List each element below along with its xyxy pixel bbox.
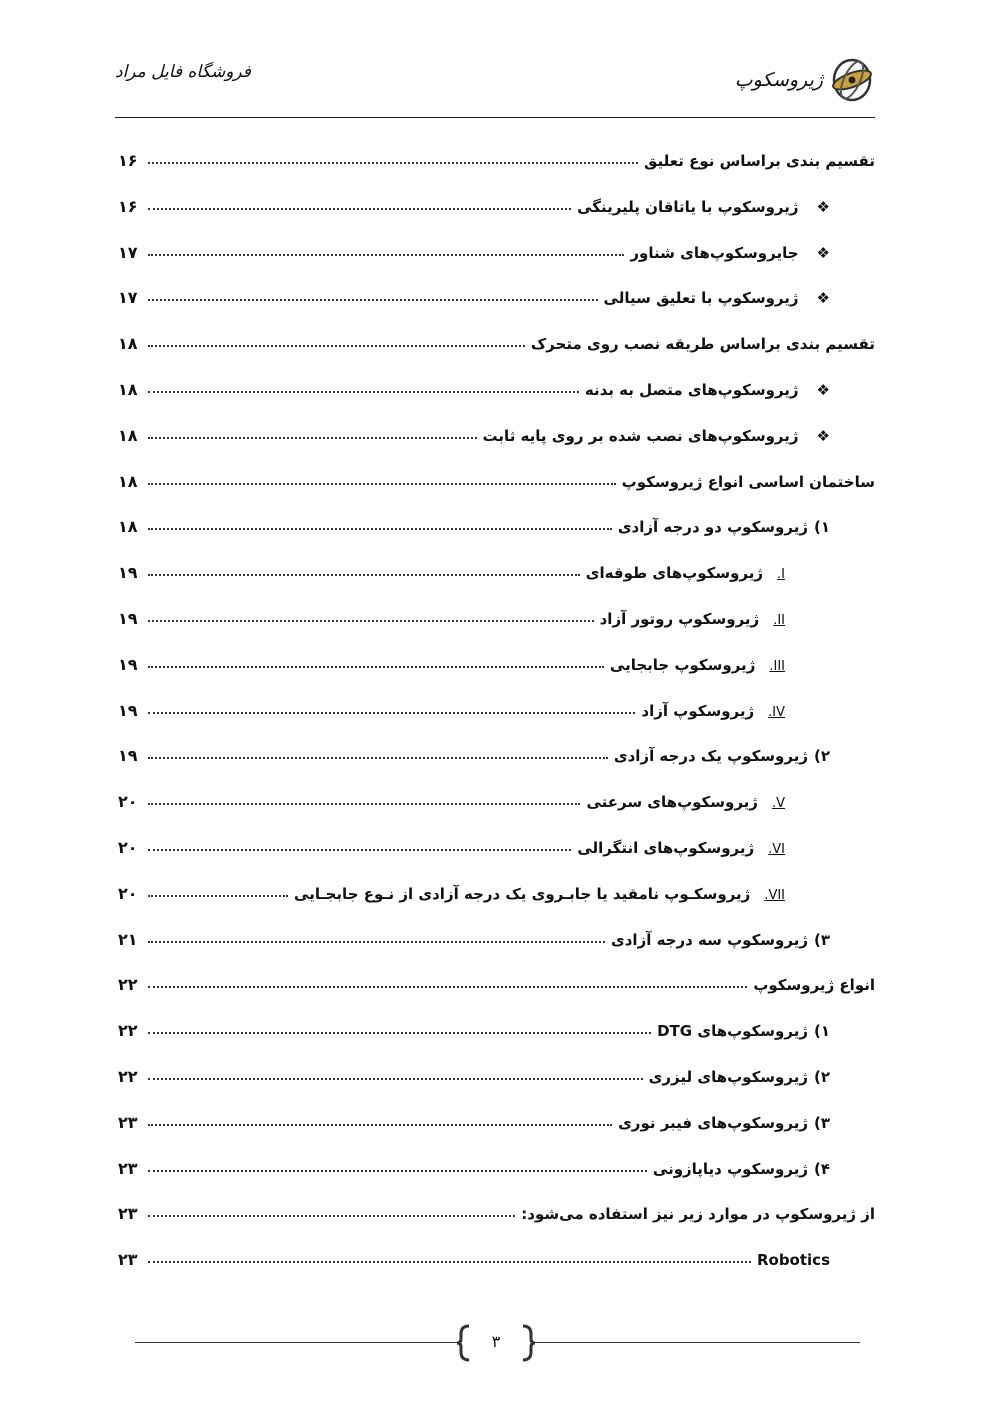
toc-entry[interactable]	[118, 415, 875, 445]
toc-entry-heading	[531, 335, 875, 353]
toc-entry[interactable]	[118, 781, 875, 811]
dot-leader	[148, 483, 616, 485]
toc-entry[interactable]	[118, 369, 875, 399]
toc-entry-page: ۱۶	[118, 196, 138, 216]
toc-entry-roman-numeral: VI.	[768, 842, 785, 857]
diamond-bullet-icon: ❖	[816, 289, 830, 308]
toc-entry[interactable]	[118, 277, 875, 307]
toc-entry[interactable]	[118, 1193, 875, 1223]
toc-entry-roman-numeral: VII.	[764, 887, 785, 903]
toc-entry[interactable]	[118, 598, 875, 628]
toc-entry-title: ژیروسکوپ دیاپازونی	[652, 1159, 808, 1178]
toc-entry-heading	[586, 793, 785, 811]
dot-leader	[148, 986, 747, 988]
toc-entry-title: ژیروسکوپ‌های سرعتی	[586, 793, 758, 812]
toc-entry-heading	[644, 152, 875, 170]
toc-entry-heading	[577, 839, 785, 857]
dot-leader	[148, 803, 580, 805]
toc-entry-heading	[622, 473, 875, 491]
header-rule	[115, 117, 875, 118]
toc-entry-page: ۲۳	[118, 1158, 138, 1178]
toc-entry[interactable]	[118, 323, 875, 353]
toc-entry-title: ژیروسکوپ روتور آزاد	[599, 610, 760, 628]
toc-entry-heading	[657, 1022, 830, 1040]
dot-leader	[148, 345, 525, 347]
toc-entry-page: ۱۹	[118, 700, 138, 720]
dot-leader	[148, 162, 638, 164]
toc-entry-title: ژیروسکوپ‌های متصل به بدنه	[584, 381, 799, 399]
shop-name: فروشگاه فایل مراد	[115, 62, 251, 82]
dot-leader	[148, 666, 604, 668]
toc-entry-page: ۱۸	[118, 380, 138, 399]
toc-entry[interactable]	[118, 506, 875, 536]
toc-entry-heading	[586, 564, 785, 582]
toc-entry-heading	[600, 610, 785, 628]
toc-entry[interactable]	[118, 873, 875, 903]
toc-entry-heading	[483, 427, 830, 445]
toc-entry-roman-numeral: II.	[773, 613, 785, 628]
page-number: ۳	[491, 1332, 501, 1351]
page-number-box	[457, 1324, 535, 1362]
toc-entry-page: ۲۲	[118, 1021, 138, 1041]
toc-entry-heading	[757, 1251, 830, 1269]
toc-entry-title: ژیروسکوپ‌های فیبر نوری	[618, 1113, 808, 1132]
dot-leader	[148, 391, 579, 393]
toc-entry-page: ۱۷	[118, 288, 138, 308]
toc-entry-title: ژیروسکوپ‌های طوقه‌ای	[585, 564, 764, 583]
diamond-bullet-icon: ❖	[816, 381, 830, 399]
toc-entry-page: ۲۲	[118, 975, 138, 995]
brand-title: ژیروسکوپ	[734, 69, 823, 91]
toc-entry-page: ۱۹	[118, 609, 138, 628]
toc-entry-title: انواع ژیروسکوپ	[753, 976, 875, 995]
dot-leader	[148, 208, 571, 210]
diamond-bullet-icon: ❖	[816, 243, 830, 262]
toc-entry-heading	[653, 1160, 830, 1178]
toc-entry-page: ۱۹	[118, 746, 138, 766]
diamond-bullet-icon: ❖	[816, 197, 830, 216]
toc-entry-title: ژیروسکوپ یک درجه آزادی	[613, 747, 808, 766]
dot-leader	[148, 1032, 651, 1034]
toc-entry-title: ژیروسکوپ با یاتاقان پلیرینگی	[577, 197, 799, 216]
toc-entry-title: از ژیروسکوپ در موارد زیر نیز استفاده می‌شود:	[521, 1205, 875, 1224]
toc-entry-page: ۱۹	[118, 654, 138, 674]
toc-entry-title: ژیروسکوپ‌های لیزری	[648, 1068, 808, 1086]
toc-entry-heading	[611, 931, 830, 949]
toc-entry-title: ژیروسکوپ آزاد	[641, 701, 755, 720]
toc-entry-heading	[649, 1068, 830, 1086]
dot-leader	[148, 528, 612, 530]
toc-entry-title: ژیروسکوپ‌های DTG	[657, 1022, 808, 1041]
toc-entry-roman-numeral: V.	[771, 796, 785, 812]
dot-leader	[148, 941, 605, 943]
toc-entry[interactable]	[118, 1148, 875, 1178]
toc-entry-heading	[618, 518, 830, 536]
toc-entry-heading	[753, 976, 875, 994]
toc-entry-title: ژیروسکوپ‌های نصب شده بر روی پایه ثابت	[482, 426, 799, 445]
toc-entry-number: ۲)	[813, 1068, 830, 1086]
toc-entry[interactable]	[118, 1010, 875, 1040]
toc-entry-title: ژیروسکوپ سه درجه آزادی	[610, 930, 808, 949]
toc-entry-heading	[294, 885, 785, 903]
toc-entry-page: ۲۱	[118, 929, 138, 949]
toc-entry-heading	[577, 198, 830, 216]
toc-entry[interactable]	[118, 186, 875, 216]
footer-rule-left	[135, 1342, 457, 1343]
toc-entry[interactable]	[118, 140, 875, 170]
dot-leader	[148, 437, 477, 439]
toc-entry[interactable]	[118, 461, 875, 491]
toc-entry-page: ۱۸	[118, 517, 138, 537]
toc-entry[interactable]	[118, 690, 875, 720]
toc-entry-heading	[614, 747, 830, 765]
toc-entry-page: ۲۰	[118, 883, 138, 903]
toc-entry-number: ۳)	[813, 1113, 830, 1132]
toc-entry-title: ژیروسکوپ دو درجه آزادی	[617, 518, 808, 537]
toc-entry-heading	[521, 1205, 875, 1223]
toc-entry-page: ۱۹	[118, 563, 138, 583]
toc-entry[interactable]	[118, 552, 875, 582]
toc-entry-page: ۲۳	[118, 1204, 138, 1224]
toc-entry-heading	[618, 1114, 830, 1132]
dot-leader	[148, 849, 571, 851]
toc-entry[interactable]	[118, 827, 875, 857]
toc-entry[interactable]	[118, 964, 875, 994]
toc-entry-roman-numeral: I.	[777, 567, 785, 583]
toc-entry-roman-numeral: IV.	[768, 704, 785, 720]
footer-rule-right	[535, 1342, 860, 1343]
toc-entry-title: جایروسکوپ‌های شناور	[630, 243, 799, 262]
dot-leader	[148, 574, 580, 576]
dot-leader	[148, 1170, 647, 1172]
toc-entry-roman-numeral: III.	[769, 658, 785, 674]
toc-entry[interactable]	[118, 232, 875, 262]
toc-entry[interactable]	[118, 644, 875, 674]
dot-leader	[148, 1078, 643, 1080]
brand	[735, 50, 875, 110]
toc-entry-title: Robotics	[756, 1251, 830, 1270]
diamond-bullet-icon: ❖	[816, 426, 830, 445]
toc-entry-page: ۱۷	[118, 242, 138, 262]
toc-entry-page: ۲۳	[118, 1112, 138, 1132]
toc-entry-heading	[604, 289, 830, 307]
toc-entry-title: ژیروسکـوپ نامقید یا جابـروی یک درجه آزادی از نـوع جابجـایی	[294, 884, 751, 903]
toc-entry[interactable]	[118, 1102, 875, 1132]
dot-leader	[148, 1261, 751, 1263]
page-header	[115, 40, 875, 118]
toc-entry-page: ۱۸	[118, 334, 138, 354]
toc-entry[interactable]	[118, 919, 875, 949]
toc-entry-page: ۱۸	[118, 425, 138, 445]
toc-entry-page: ۲۰	[118, 792, 138, 812]
toc-entry-title: ژیروسکوپ با تعلیق سیالی	[603, 289, 799, 308]
toc-entry[interactable]	[118, 1239, 875, 1269]
toc-entry-number: ۲)	[813, 747, 830, 766]
toc-entry-page: ۱۸	[118, 471, 138, 491]
toc-entry-number: ۱)	[813, 518, 830, 537]
toc-entry[interactable]	[118, 735, 875, 765]
toc-entry[interactable]	[118, 1056, 875, 1086]
toc-entry-page: ۱۶	[118, 151, 138, 170]
toc-entry-title: ژیروسکوپ‌های انتگرالی	[577, 839, 755, 857]
toc-entry-page: ۲۳	[118, 1250, 138, 1270]
toc-entry-heading	[641, 702, 785, 720]
toc-entry-number: ۱)	[813, 1022, 830, 1041]
toc-entry-heading	[585, 381, 830, 399]
dot-leader	[148, 712, 635, 714]
toc-entry-title: تقسیم بندی براساس طریقه نصب روی متحرک	[530, 335, 875, 354]
page-footer	[135, 1318, 860, 1368]
toc-entry-title: ساختمان اساسی انواع ژیروسکوپ	[621, 472, 875, 491]
dot-leader	[148, 299, 598, 301]
dot-leader	[148, 620, 594, 622]
dot-leader	[148, 254, 624, 256]
gyroscope-logo-icon	[829, 55, 875, 105]
dot-leader	[148, 1215, 515, 1217]
toc-entry-heading	[630, 244, 830, 262]
toc-entry-heading	[610, 656, 785, 674]
dot-leader	[148, 757, 608, 759]
toc-entry-page: ۲۰	[118, 838, 138, 857]
toc-entry-title: ژیروسکوپ جابجایی	[609, 655, 756, 674]
toc-entry-number: ۴)	[813, 1159, 830, 1178]
dot-leader	[148, 895, 288, 897]
toc-entry-page: ۲۲	[118, 1067, 138, 1086]
toc-entry-title: تقسیم بندی براساس نوع تعلیق	[644, 152, 875, 170]
dot-leader	[148, 1124, 612, 1126]
toc-entry-number: ۳)	[813, 930, 830, 949]
